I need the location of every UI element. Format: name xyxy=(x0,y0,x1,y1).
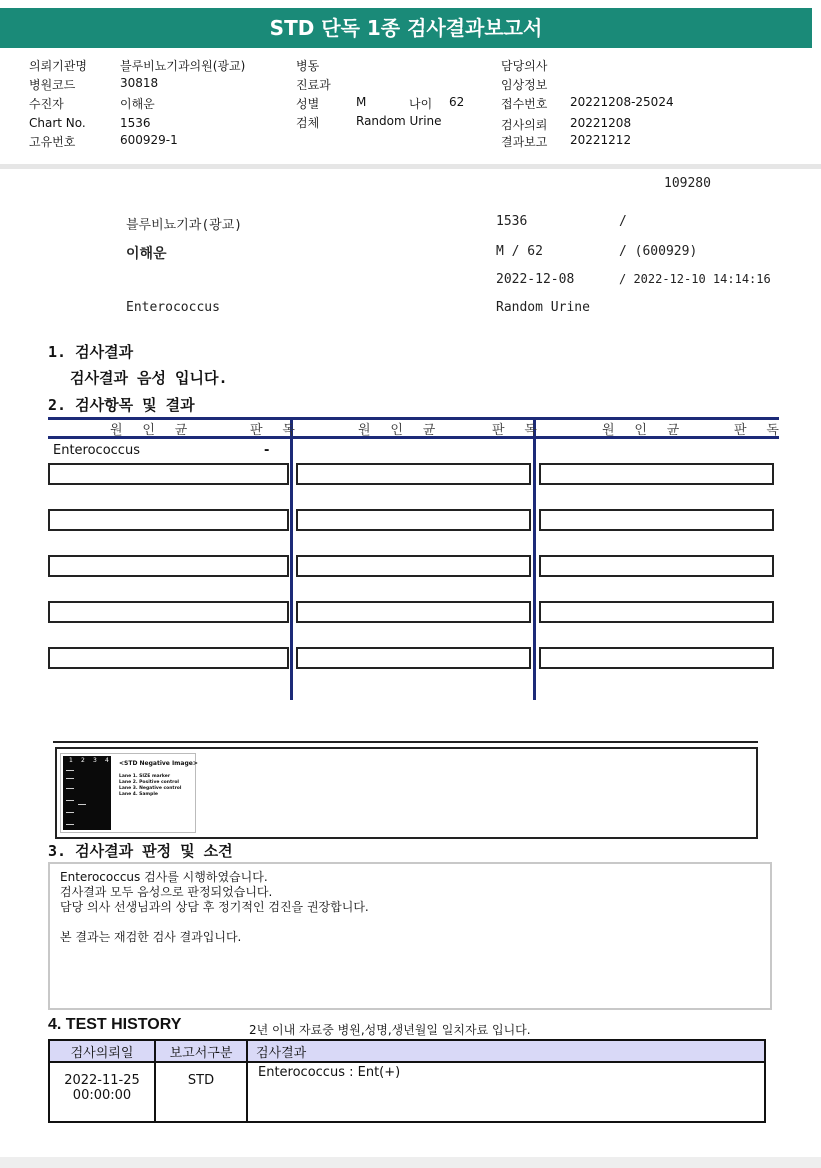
comment-line: Enterococcus 검사를 시행하였습니다. xyxy=(60,870,268,884)
ward-label: 병동 xyxy=(296,59,320,73)
patient-value: 이해운 xyxy=(120,97,155,111)
gel-band xyxy=(66,770,74,771)
col-reading-3: 판 독 xyxy=(734,423,785,438)
results-divider-1 xyxy=(290,417,293,700)
result-box xyxy=(48,555,289,577)
summary-specimen: Random Urine xyxy=(496,300,590,315)
history-date-cell xyxy=(49,1062,155,1122)
receipt-label: 접수번호 xyxy=(501,97,548,111)
gel-band xyxy=(66,788,74,789)
comment-line: 담당 의사 선생님과의 상담 후 정기적인 검진을 권장합니다. xyxy=(60,900,369,914)
summary-code: 109280 xyxy=(664,176,711,191)
result-box xyxy=(539,647,774,669)
gel-title: <STD Negative Image> xyxy=(119,760,198,767)
header-separator xyxy=(0,164,821,169)
comment-line: 검사결과 모두 음성으로 판정되었습니다. xyxy=(60,885,273,899)
age-value: 62 xyxy=(449,95,465,109)
gel-electrophoresis-image xyxy=(63,756,111,830)
result-box xyxy=(539,509,774,531)
col-pathogen-3: 원 인 균 xyxy=(602,423,686,438)
summary-patient: 이해운 xyxy=(126,246,167,262)
result-box xyxy=(296,509,531,531)
gel-lane-number: 2 xyxy=(81,757,85,764)
result-box xyxy=(48,601,289,623)
history-header-date: 검사의뢰일 xyxy=(49,1040,155,1062)
summary-institution: 블루비뇨기과(광교) xyxy=(126,218,243,233)
specimen-value: Random Urine xyxy=(356,114,442,128)
institution-label: 의뢰기관명 xyxy=(29,59,87,73)
gel-legend-item: Lane 3. Negative control xyxy=(119,786,182,791)
comment-line: 본 결과는 재검한 검사 결과입니다. xyxy=(60,930,242,944)
comment-box xyxy=(48,862,772,1010)
gel-lane-number: 4 xyxy=(105,757,109,764)
sex-label: 성별 xyxy=(296,97,320,111)
hospital-code-value: 30818 xyxy=(120,76,159,90)
summary-report-datetime: / 2022-12-10 14:14:16 xyxy=(619,272,771,286)
table-row xyxy=(49,1062,765,1122)
result-box xyxy=(296,601,531,623)
gel-band xyxy=(78,804,86,805)
institution-value: 블루비뇨기과의원(광교) xyxy=(120,59,246,73)
result-box xyxy=(48,509,289,531)
age-label: 나이 xyxy=(409,97,433,111)
result-box xyxy=(296,647,531,669)
history-table xyxy=(48,1039,766,1123)
chart-value: 1536 xyxy=(120,116,151,130)
sex-value: M xyxy=(356,95,367,109)
unique-label: 고유번호 xyxy=(29,135,76,149)
history-header-result: 검사결과 xyxy=(247,1040,765,1062)
page-footer xyxy=(0,1157,821,1168)
history-result: Enterococcus : Ent(+) xyxy=(247,1062,765,1122)
gel-panel-rule xyxy=(53,741,758,743)
clinical-label: 임상정보 xyxy=(501,78,548,92)
summary-sex-age: M / 62 xyxy=(496,244,543,259)
results-divider-2 xyxy=(533,417,536,700)
request-label: 검사의뢰 xyxy=(501,118,548,132)
specimen-label: 검체 xyxy=(296,116,320,130)
gel-legend-item: Lane 1. SIZE marker xyxy=(119,774,171,779)
gel-lane-number: 3 xyxy=(93,757,97,764)
history-note: 2년 이내 자료중 병원,성명,생년월일 일치자료 입니다. xyxy=(249,1023,531,1037)
gel-band xyxy=(66,800,74,801)
request-value: 20221208 xyxy=(570,116,632,130)
section2-heading: 2. 검사항목 및 결과 xyxy=(48,396,195,414)
summary-chart: 1536 xyxy=(496,214,528,229)
result-pathogen-name: Enterococcus xyxy=(53,443,140,458)
summary-request-date: 2022-12-08 xyxy=(496,272,575,287)
unique-value: 600929-1 xyxy=(120,133,178,147)
receipt-value: 20221208-25024 xyxy=(570,95,674,109)
result-reading: - xyxy=(264,443,270,458)
result-label: 결과보고 xyxy=(501,135,548,149)
summary-slash: / xyxy=(619,214,627,229)
hospital-code-label: 병원코드 xyxy=(29,78,76,92)
patient-label: 수진자 xyxy=(29,97,64,111)
gel-band xyxy=(66,778,74,779)
result-box xyxy=(296,463,531,485)
gel-band xyxy=(66,824,74,825)
history-time: 00:00:00 xyxy=(72,1088,132,1103)
chart-label: Chart No. xyxy=(29,116,86,130)
col-pathogen-2: 원 인 균 xyxy=(358,423,442,438)
result-box xyxy=(48,647,289,669)
dept-label: 진료과 xyxy=(296,78,331,92)
gel-legend-item: Lane 4. Sample xyxy=(119,792,158,797)
report-title: STD 단독 1종 검사결과보고서 xyxy=(0,8,812,48)
history-header-type: 보고서구분 xyxy=(155,1040,247,1062)
gel-legend-item: Lane 2. Positive control xyxy=(119,780,179,785)
col-reading-2: 판 독 xyxy=(492,423,543,438)
result-box xyxy=(296,555,531,577)
comment-line xyxy=(60,915,760,930)
result-box xyxy=(539,601,774,623)
gel-lane-number: 1 xyxy=(69,757,73,764)
gel-image xyxy=(60,753,196,833)
result-value: 20221212 xyxy=(570,133,632,147)
history-type: STD xyxy=(155,1062,247,1122)
summary-birth: / (600929) xyxy=(619,244,698,259)
result-box xyxy=(48,463,289,485)
section3-heading: 3. 검사결과 판정 및 소견 xyxy=(48,842,233,860)
result-box xyxy=(539,555,774,577)
section4-heading: 4. TEST HISTORY xyxy=(48,1016,182,1033)
history-date: 2022-11-25 xyxy=(64,1073,140,1088)
section1-heading: 1. 검사결과 xyxy=(48,343,134,361)
result-box xyxy=(539,463,774,485)
col-reading-1: 판 독 xyxy=(250,423,301,438)
section1-text: 검사결과 음성 입니다. xyxy=(70,369,228,387)
gel-band xyxy=(66,812,74,813)
summary-test-name: Enterococcus xyxy=(126,300,220,315)
doctor-label: 담당의사 xyxy=(501,59,548,73)
col-pathogen-1: 원 인 균 xyxy=(110,423,194,438)
